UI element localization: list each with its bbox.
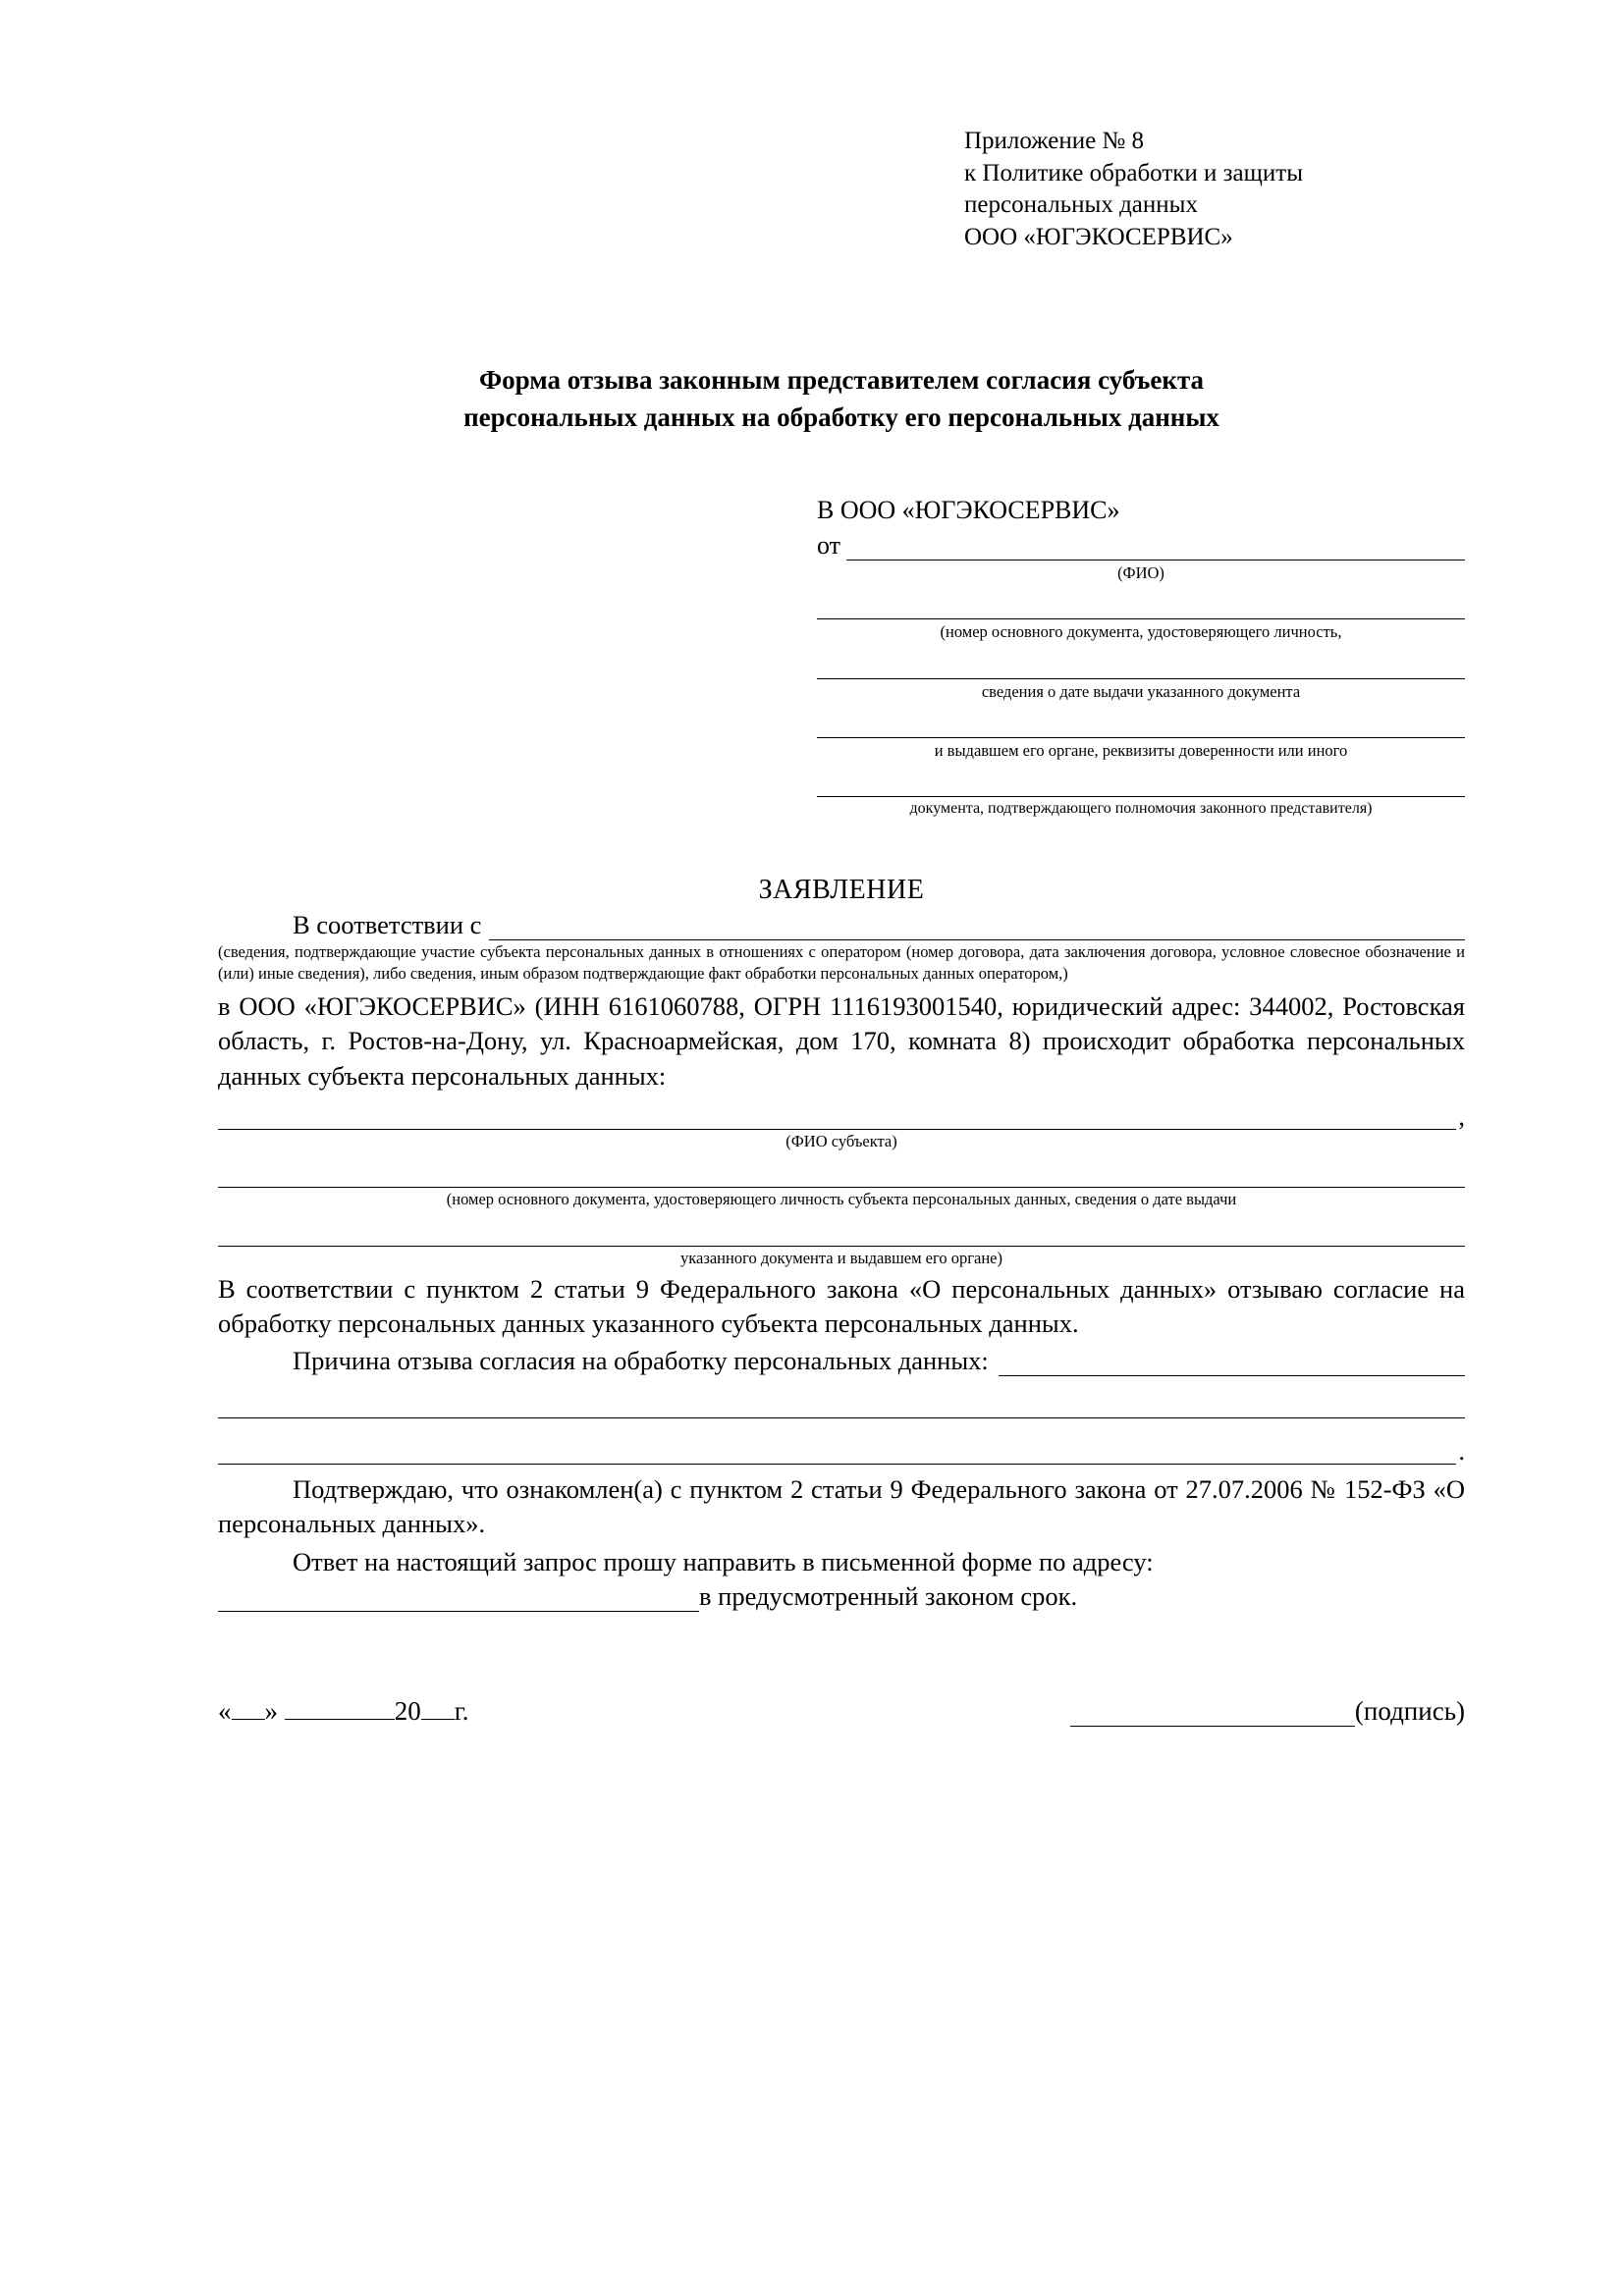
date-field[interactable] bbox=[218, 1696, 469, 1727]
header-line-4: ООО «ЮГЭКОСЕРВИС» bbox=[964, 223, 1233, 250]
reason-input-2[interactable] bbox=[218, 1392, 1465, 1418]
date-year-prefix: 20 bbox=[394, 1696, 421, 1727]
page-title-line-2: персональных данных на обработку его персональных данных bbox=[463, 402, 1219, 433]
signature-input[interactable] bbox=[1070, 1702, 1355, 1727]
subject-doc-input[interactable] bbox=[218, 1161, 1465, 1188]
reason-input[interactable] bbox=[999, 1354, 1465, 1376]
date-year-input[interactable] bbox=[421, 1697, 455, 1720]
date-month-input[interactable] bbox=[285, 1697, 395, 1720]
reason-row bbox=[218, 1346, 1465, 1376]
date-year-suffix: г. bbox=[454, 1696, 469, 1727]
doc-date-input[interactable] bbox=[817, 653, 1465, 679]
reason-label: Причина отзыва согласия на обработку персональных данных: bbox=[293, 1345, 989, 1375]
statement-heading: ЗАЯВЛЕНИЕ bbox=[758, 875, 925, 906]
caption-subject-doc: (номер основного документа, удостоверяющего личность субъекта персональных данных, сведения о дате выдачи bbox=[446, 1190, 1237, 1209]
signature-row bbox=[218, 1696, 1465, 1727]
caption-doc-number: (номер основного документа, удостоверяющего личность, bbox=[940, 622, 1342, 642]
caption-fio: (ФИО) bbox=[1117, 562, 1164, 582]
header-line-1: Приложение № 8 bbox=[964, 128, 1145, 154]
doc-number-input[interactable] bbox=[817, 593, 1465, 619]
document-content bbox=[218, 126, 1465, 1727]
confirm-paragraph: Подтверждаю, что ознакомлен(а) с пунктом 2 статьи 9 Федерального закона от 27.07.2006 № 152-ФЗ «О персональных данных». bbox=[218, 1473, 1465, 1538]
doc-authority-input[interactable] bbox=[817, 771, 1465, 797]
doc-issuer-input[interactable] bbox=[817, 712, 1465, 738]
caption-subject-fio: (ФИО субъекта) bbox=[785, 1131, 897, 1150]
date-quote-open: « bbox=[218, 1696, 232, 1727]
operator-paragraph: в ООО «ЮГЭКОСЕРВИС» (ИНН 6161060788, ОГРН 1116193001540, юридический адрес: 344002, Ростовская область, г. Ростов-на-Дону, ул. Красноармейская, дом 170, комната 8) происходит обработка персональных данных субъекта персональных данных: bbox=[218, 991, 1465, 1091]
addressee-to: В ООО «ЮГЭКОСЕРВИС» bbox=[817, 495, 1120, 524]
date-quote-close: » bbox=[264, 1696, 278, 1727]
page-title bbox=[218, 361, 1465, 437]
reason-period: . bbox=[1458, 1436, 1465, 1467]
reply-address-input[interactable] bbox=[218, 1589, 699, 1612]
reply-address-row bbox=[218, 1581, 1465, 1612]
header-line-2: к Политике обработки и защиты bbox=[964, 159, 1304, 187]
intro-input[interactable] bbox=[489, 918, 1465, 940]
subject-fio-comma: , bbox=[1458, 1101, 1465, 1132]
reply-tail: в предусмотренный законом срок. bbox=[699, 1581, 1078, 1612]
subject-doc-input-2[interactable] bbox=[218, 1220, 1465, 1247]
caption-doc-authority: документа, подтверждающего полномочия законного представителя) bbox=[909, 800, 1373, 818]
from-label: от bbox=[817, 530, 841, 560]
signature-caption: (подпись) bbox=[1354, 1696, 1465, 1727]
subject-fio-row bbox=[218, 1099, 1465, 1130]
reason-input-3[interactable] bbox=[218, 1434, 1456, 1465]
from-row bbox=[817, 531, 1465, 561]
intro-row bbox=[218, 910, 1465, 940]
reply-paragraph: Ответ на настоящий запрос прошу направить в письменной форме по адресу: bbox=[293, 1547, 1154, 1577]
addressee-block bbox=[817, 496, 1465, 821]
caption-subject-doc-2: указанного документа и выдавшем его органе) bbox=[680, 1248, 1002, 1267]
header-line-3: персональных данных bbox=[964, 191, 1198, 218]
from-fio-input[interactable] bbox=[846, 538, 1465, 561]
caption-doc-date: сведения о дате выдачи указанного документа bbox=[981, 681, 1301, 701]
subject-fio-input[interactable] bbox=[218, 1099, 1456, 1130]
page-title-line-1: Форма отзыва законным представителем согласия субъекта bbox=[478, 365, 1205, 395]
signature-field bbox=[1070, 1696, 1465, 1727]
reason-row-3 bbox=[218, 1434, 1465, 1465]
intro-label: В соответствии с bbox=[293, 910, 482, 940]
intro-note: (сведения, подтверждающие участие субъекта персональных данных в отношениях с оператором (номер договора, дата заключения договора, условное словесное обозначение и (или) иные сведения), либо сведения, иным образом подтверждающие факт обработки персональных данных оператором,) bbox=[218, 942, 1465, 983]
revoke-paragraph: В соответствии с пунктом 2 статьи 9 Федерального закона «О персональных данных» отзываю согласие на обработку персональных данных указанного субъекта персональных данных. bbox=[218, 1274, 1465, 1339]
date-day-input[interactable] bbox=[232, 1697, 265, 1720]
document-header bbox=[964, 126, 1465, 253]
caption-doc-issuer: и выдавшем его органе, реквизиты доверенности или иного bbox=[934, 740, 1348, 760]
